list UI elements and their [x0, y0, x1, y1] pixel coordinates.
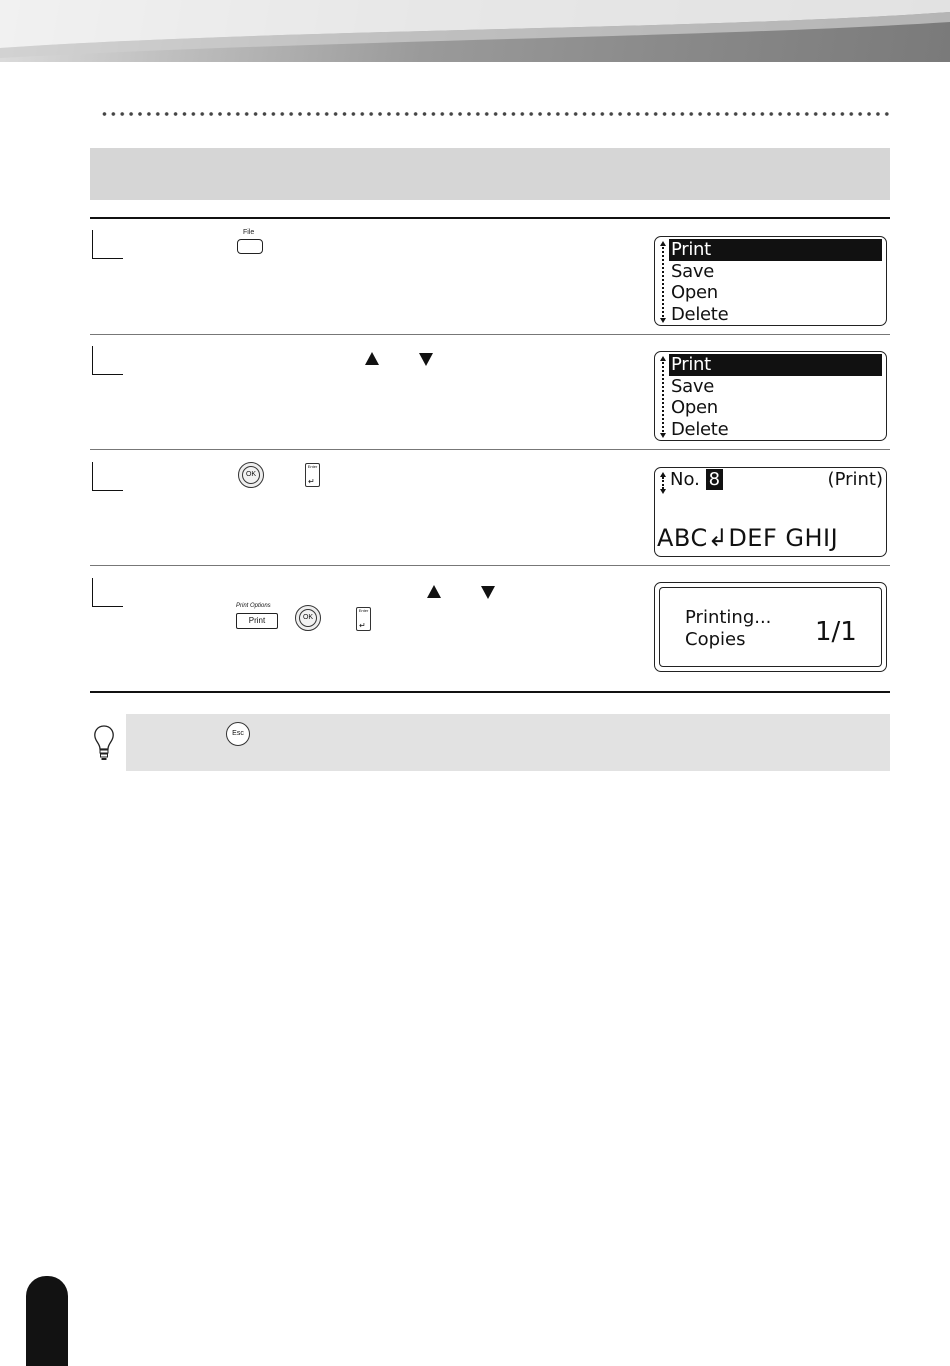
step-table-bottom-rule — [90, 691, 890, 693]
file-text-preview: ABC↲DEF GHIJ — [657, 524, 839, 552]
menu-item-delete: Delete — [671, 418, 729, 440]
menu-item-print: Print — [669, 239, 882, 261]
up-arrow-icon — [427, 585, 441, 598]
file-number-label: No. — [670, 469, 700, 490]
printing-label: Printing... — [685, 607, 772, 628]
step-table-top-rule — [90, 217, 890, 219]
step-number-marker — [92, 578, 123, 607]
dotted-divider — [100, 111, 890, 117]
section-header-bar — [90, 148, 890, 200]
step-number-marker — [92, 462, 123, 491]
step-divider — [90, 565, 890, 566]
file-mode-label: (Print) — [827, 469, 883, 490]
copies-label: Copies — [685, 629, 746, 650]
lcd-file-menu — [654, 351, 887, 441]
menu-item-delete: Delete — [671, 303, 729, 325]
lcd-printing — [654, 582, 887, 672]
down-arrow-icon — [481, 586, 495, 599]
enter-key-icon: Enter ↵ — [305, 463, 320, 487]
step-divider — [90, 449, 890, 450]
esc-key-icon: Esc — [226, 722, 250, 746]
enter-key-icon: Enter ↵ — [356, 607, 371, 631]
step-number-marker — [92, 230, 123, 259]
print-key-icon: Print — [236, 613, 278, 629]
copies-value: 1/1 — [815, 617, 857, 647]
scroll-indicator-icon — [660, 472, 666, 494]
header-swoosh — [0, 0, 950, 62]
lightbulb-icon — [92, 724, 116, 762]
up-arrow-icon — [365, 352, 379, 365]
menu-item-save: Save — [671, 375, 714, 397]
file-key-label: File — [243, 229, 255, 236]
ok-key-icon: OK — [295, 605, 321, 631]
lcd-file-select — [654, 467, 887, 557]
down-arrow-icon — [419, 353, 433, 366]
page-tab — [26, 1276, 68, 1366]
file-key-icon — [237, 239, 263, 254]
ok-key-icon: OK — [238, 462, 264, 488]
step-number-marker — [92, 346, 123, 375]
print-options-label: Print Options — [236, 603, 271, 609]
menu-item-print: Print — [669, 354, 882, 376]
scroll-indicator-icon — [660, 241, 666, 323]
menu-item-open: Open — [671, 397, 718, 418]
lcd-file-menu — [654, 236, 887, 326]
scroll-indicator-icon — [660, 356, 666, 438]
menu-item-open: Open — [671, 282, 718, 303]
file-number-value: 8 — [706, 469, 723, 490]
step-divider — [90, 334, 890, 335]
menu-item-save: Save — [671, 260, 714, 282]
